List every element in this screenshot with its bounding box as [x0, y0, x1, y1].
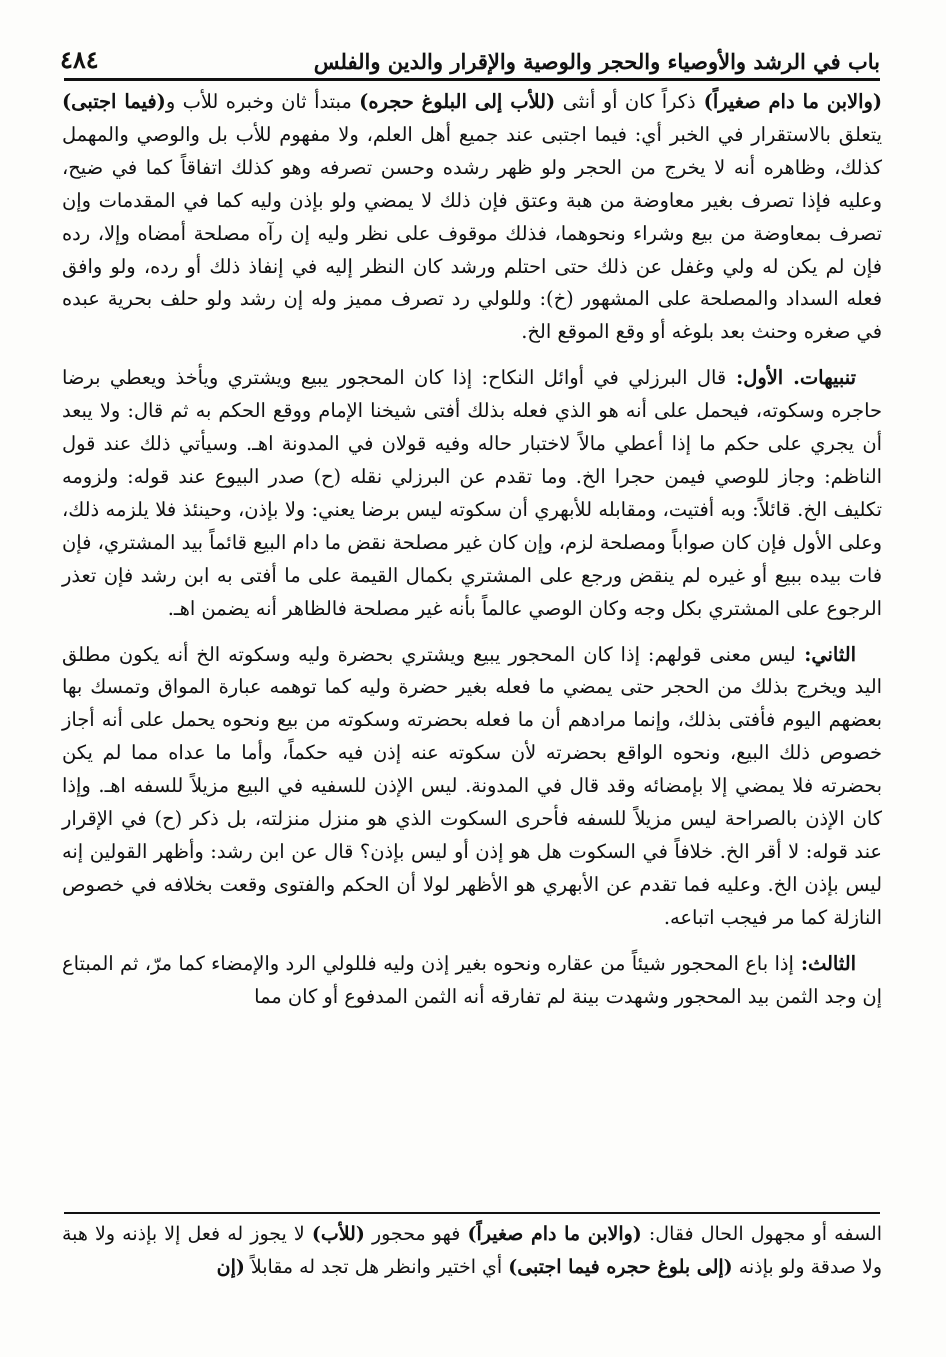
text-span: أي اختير وانظر هل تجد له مقابلاً	[244, 1256, 509, 1278]
paragraph-2	[62, 362, 882, 625]
section-heading: الثالث:	[793, 951, 856, 975]
text-span: لا يجوز له فعل إلا بإذنه ولا هبة ولا صدقة ولو بإذنه	[62, 1223, 882, 1278]
matn-quote: (للأب إلى البلوغ حجره)	[359, 90, 556, 113]
page-number: ٤٨٤	[60, 45, 99, 74]
footnote-rule	[64, 1212, 880, 1214]
matn-quote: (فيما اجتبى)	[62, 90, 166, 113]
paragraph-3	[62, 639, 882, 935]
matn-quote: (إن	[216, 1256, 245, 1278]
paragraph-1	[62, 86, 882, 349]
text-span: إذا باع المحجور شيئاً من عقاره ونحوه بغير إذن وليه فللولي الرد والإمضاء كما مرّ، ثم المبتاع إن وجد الثمن بيد المحجور وشهدت بينة لم تفارقه أنه الثمن المدفوع أو كان مما	[62, 951, 882, 1008]
text-span: قال البرزلي في أوائل النكاح: إذا كان المحجور يبيع ويشتري ويأخذ ويعطي برضا حاجره وسكوته، فيحمل على أنه هو الذي فعله بذلك أفتى شيخنا الإمام ووقع الحكم به ثم قال: ولا يبعد أن يجري على حكم ما إذا أعطي مالاً لاختبار حاله وفيه قولان في المدونة اهـ. وسيأتي ذلك عند قول الناظم: وجاز للوصي فيمن حجرا الخ. وما تقدم عن البرزلي نقله (ح) صدر البيوع عند قوله: ولزومه تكليف الخ. قائلاً: وبه أفتيت، ومقابله للأبهري أن سكوته ليس برضا يعني: ولا بإذن، وحينئذ فلا يلزمه ذلك، وعلى الأول فإن كان صواباً ومصلحة لزم، وإن كان غير مصلحة نقض ما دام البيع قائماً بيد المشتري، فإن فات بيده ببيع أو غيره لم ينقض ورجع على المشتري بكمال القيمة على ما أفتى به ابن رشد فإن تعذر الرجوع على المشتري بكل وجه وكان الوصي عالماً بأنه غير مصلحة فالظاهر أنه يضمن اهـ.	[62, 366, 882, 620]
section-heading: الثاني:	[795, 642, 856, 666]
section-heading: تنبيهات. الأول:	[726, 366, 856, 390]
text-span: السفه أو مجهول الحال فقال:	[641, 1223, 882, 1245]
matn-quote: (والابن ما دام صغيراً)	[695, 90, 882, 113]
text-span: مبتدأ ثان وخبره للأب و	[165, 90, 360, 113]
header-rule	[64, 78, 880, 81]
text-span: يتعلق بالاستقرار في الخبر أي: فيما اجتبى عند جميع أهل العلم، ولا مفهوم للأب بل والوصي والمهمل كذلك، وظاهره أنه لا يخرج من الحجر ولو ظهر رشده وحسن تصرفه وهو كذلك اتفاقاً كما في ضيح، وعليه فإذا تصرف بغير معاوضة من هبة وعتق فإن ذلك لا يمضي ولو بإذن وليه كما في المقدمات وإن تصرف بمعاوضة من بيع وشراء ونحوهما، فذلك موقوف على نظر وليه إن رآه مصلحة أمضاه وإلا، رده فإن لم يكن له ولي وغفل عن ذلك حتى احتلم ورشد كان النظر إليه في إنفاذ ذلك أو رده، ولو وافق فعله السداد والمصلحة على المشهور (خ): وللولي رد تصرف مميز وله إن رشد ولو حلف بحرية عبده في صغره وحنث بعد بلوغه أو وقع الموقع الخ.	[62, 122, 882, 344]
matn-quote: (والابن ما دام صغيراً)	[467, 1223, 642, 1245]
text-span: ذكراً كان أو أنثى	[555, 90, 696, 113]
footnote	[62, 1218, 882, 1284]
matn-quote: (للأب)	[311, 1223, 365, 1245]
paragraph-4	[62, 948, 882, 1014]
running-title: باب في الرشد والأوصياء والحجر والوصية والإقرار والدين والفلس	[313, 49, 880, 74]
page-header	[60, 28, 880, 74]
matn-quote: (إلى بلوغ حجره فيما اجتبى)	[508, 1256, 733, 1278]
main-text	[62, 86, 882, 1013]
text-span: ليس معنى قولهم: إذا كان المحجور يبيع ويشتري بحضرة وليه وسكوته الخ أنه يكون مطلق اليد ويخرج بذلك من الحجر حتى يمضي ما فعله بغير حضرة وليه كما توهمه عبارة المواق وتمسك بها بعضهم اليوم فأفتى بذلك، وإنما مرادهم أن ما فعله بحضرته وسكوته من بيع ونحوه يحمل على أنه أجاز خصوص ذلك البيع، ونحوه الواقع بحضرته لأن سكوته عنه إذن فيه حكماً، وأما ما عداه مما لم يكن بحضرته فلا يمضي إلا بإمضائه وقد قال في المدونة. ليس الإذن للسفيه في البيع مزيلاً للسفه اهـ. وإذا كان الإذن بالصراحة ليس مزيلاً للسفه فأحرى السكوت الذي هو منزل منزلته، بل ذكر (ح) في الإقرار عند قوله: لا أقر الخ. خلافاً في السكوت هل هو إذن أو ليس بإذن؟ قال عن ابن رشد: وأظهر القولين إنه ليس بإذن الخ. وعليه فما تقدم عن الأبهري هو الأظهر لولا أن الحكم والفتوى وقعت بخلافه في خصوص النازلة كما مر فيجب اتباعه.	[62, 642, 882, 929]
text-span: فهو محجور	[364, 1223, 468, 1245]
